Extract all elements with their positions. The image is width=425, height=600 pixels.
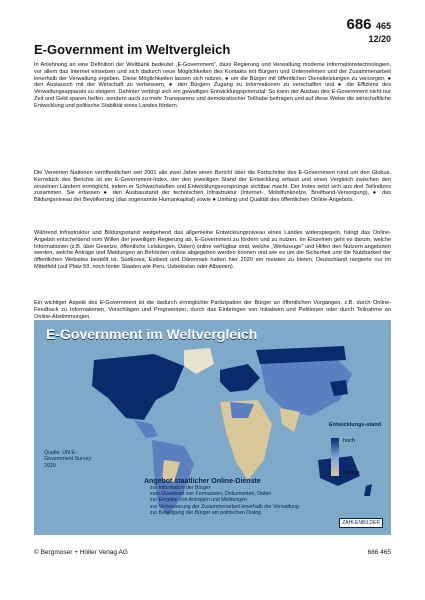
europe (220, 364, 260, 392)
issue-number-big: 686 (346, 16, 372, 33)
paragraph-4: Ein wichtiger Aspekt des E-Government ist die dadurch ermöglichte Partizipation der Bürger an öffentlichen Vorgängen, z.B. durch Online-Feedback zu Informationen, Vorschlägen und Programmen, durch das Einbringen von Initiativen und Petitionen oder durch Teilnahme an Online-Abstimmungen. (34, 300, 391, 320)
map-legend (329, 422, 383, 486)
legend-low-label: niedrig (343, 470, 360, 476)
figure-source: Quelle: UN E-Government Survey 2020 (44, 450, 92, 469)
footer-code: 686 465 (367, 549, 391, 556)
list-item: zum Download von Formularen, Dokumenten, Daten (150, 491, 272, 498)
paragraph-1: In Anlehnung an eine Definition der Weltbank bedeutet „E-Government“, dass Regierung und Verwaltung moderne Informationstechnologien, vor allem das Internet einsetzen und sich dadurch neue Möglichkeiten des Kontakts mit Bürgern und Unternehmen und der Zusammenarbeit innerhalb der Verwaltung ergeben. Diese Möglichkeiten lassen sich nutzen, ● um die Bürger mit öffentlichen Dienstleistungen zu versorgen, ● den Austausch mit der Wirtschaft zu verbessern, ● den Bürgern Zugang zu Informationen zu verschaffen und ● die Effizienz des Verwaltungsapparats zu steigern. Dahinter verbirgt sich ein gewaltiges Entwicklungspotenzial: So kann der Ausbau des E-Government nicht nur Zeit und Geld sparen helfen, sondern auch zu mehr Transparenz und demokratischer Teilhabe beitragen und auf diese Weise die wirtschaftliche Entwicklung und politische Stabilität eines Landes fördern. (34, 62, 391, 109)
list-item: zur Eingabe von Anträgen und Meldungen (150, 497, 247, 504)
list-item: zur Beteiligung der Bürger am politischen Dialog (150, 509, 262, 516)
paragraph-2: Die Vereinten Nationen veröffentlichen seit 2001 alle zwei Jahre einen Bericht über die Fortschritte des E-Government rund um den Globus. Kernstück des Berichts ist ein E-Government-Index, der den jeweiligen Stand der Entwicklung erfasst und einen Vergleich zwischen den einzelnen Ländern ermöglicht, indem er Schwachstellen und Entwicklungsvorsprünge sichtbar macht. Der Index setzt sich aus drei Teilindizes zusammen. Sie erfassen ● den Ausbaustand der technischen Infrastruktur (Internet-, Mobilfunknetze, Breitband-Versorgung), ● das Bildungsniveau der Bevölkerung (das sogenannte Humankapital) sowie ● Umfang und Qualität des öffentlichen Online-Angebots. (34, 170, 391, 204)
list-item: zur Information der Bürger (150, 485, 211, 491)
online-services-list (144, 478, 324, 516)
world-map-figure (34, 320, 391, 535)
north-america (92, 354, 184, 420)
issue-number (346, 16, 391, 34)
list-item: zur Verbesserung der Zusammenarbeit innerhalb der Verwaltung (150, 503, 299, 510)
figure-title: E-Government im Weltvergleich (46, 326, 258, 342)
south-asia (280, 408, 300, 432)
legend-high-label: hoch (343, 438, 355, 444)
central-america (134, 420, 158, 438)
greenland (184, 348, 214, 374)
issue-date: 12/20 (368, 34, 391, 44)
legend-gradient (331, 438, 339, 476)
issue-number-small: 465 (375, 21, 391, 31)
legend-title: Entwicklungs-stand (329, 422, 381, 428)
publisher-mark: ZAHLENBILDER (339, 518, 383, 528)
paragraph-3: Während Infrastruktur und Bildungsstand weitgehend das allgemeine Entwicklungsniveau eines Landes widerspiegeln, hängt das Online-Angebot entscheidend vom Willen der jeweiligen Regierung ab, E-Government zu fördern und zu nutzen. Im Einzelnen geht es darum, welche Informationen (z.B. über Gesetze, öffentliche Leistungen, Daten) online verfügbar sind, welche „Werkzeuge“ und Hilfen den Nutzern angeboten werden, welche Anträge und Meldungen an Behörden online abgegeben werden können und wie es um die Sicherheit und die Nutzbarkeit der öffentlichen Websites bestellt ist. Südkorea, Estland und Dänemark hatten hier 2020 am meisten zu bieten; Deutschland rangierte nur im Mittelfeld (auf Platz 59, noch hinter Staaten wie Peru, Usbekistan oder Albanien). (34, 230, 391, 270)
article-title: E-Government im Weltvergleich (34, 42, 231, 57)
copyright: © Bergmoser + Höller Verlag AG (34, 549, 128, 556)
online-services-title: Angebot staatlicher Online-Dienste (144, 478, 261, 485)
